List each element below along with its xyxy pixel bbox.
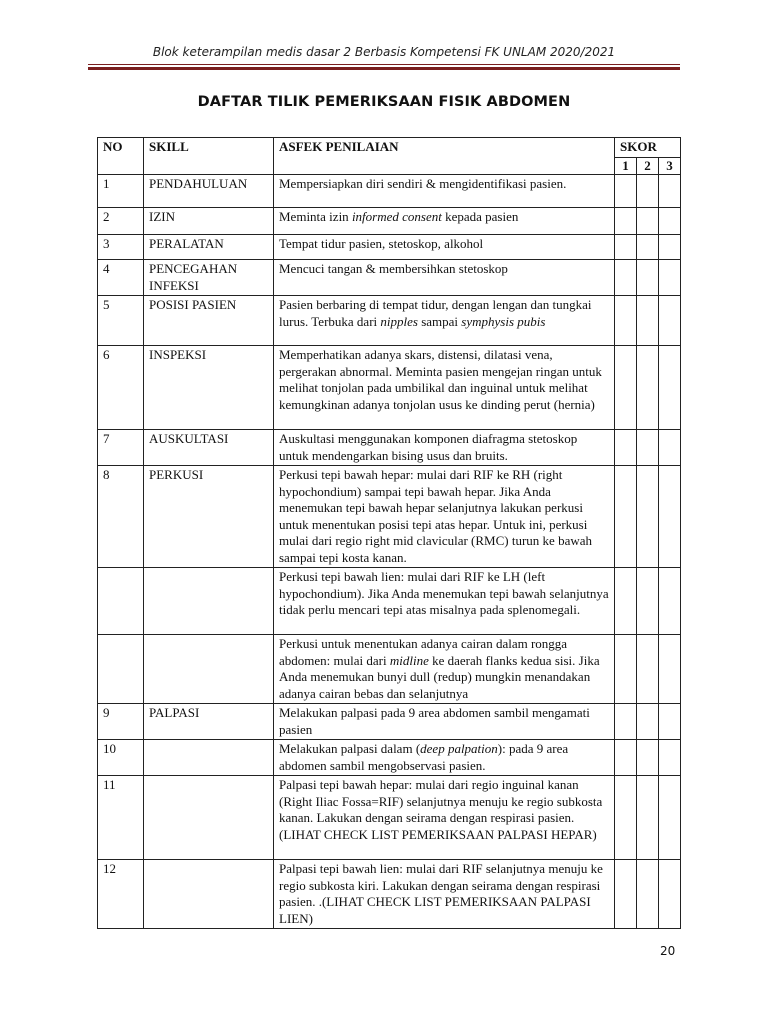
skill-name <box>144 740 274 776</box>
row-number <box>98 635 144 704</box>
score-cell-1[interactable] <box>615 208 637 235</box>
aspect-term-italic: nipples <box>380 313 418 329</box>
score-cell-2[interactable] <box>637 235 659 260</box>
assessment-aspect <box>274 568 615 635</box>
row-number: 9 <box>98 704 144 740</box>
score-cell-3[interactable] <box>659 208 681 235</box>
assessment-aspect <box>274 704 615 740</box>
assessment-aspect <box>274 346 615 430</box>
score-cell-3[interactable] <box>659 430 681 466</box>
column-header-aspect: ASFEK PENILAIAN <box>274 138 615 175</box>
score-cell-2[interactable] <box>637 776 659 860</box>
score-cell-2[interactable] <box>637 430 659 466</box>
score-cell-1[interactable] <box>615 704 637 740</box>
aspect-text: kepada pasien <box>441 209 519 224</box>
table-row <box>98 208 681 235</box>
score-cell-2[interactable] <box>637 466 659 568</box>
table-row <box>98 296 681 346</box>
table-row <box>98 704 681 740</box>
header-rule-thick <box>88 67 680 70</box>
aspect-text: Mempersiapkan diri sendiri & mengidentifikasi pasien. <box>279 176 567 191</box>
aspect-text: Melakukan palpasi pada 9 area abdomen sambil mengamati pasien <box>279 705 590 737</box>
score-cell-2[interactable] <box>637 208 659 235</box>
skill-name: PERALATAN <box>144 235 274 260</box>
score-cell-3[interactable] <box>659 260 681 296</box>
skill-name <box>144 776 274 860</box>
score-cell-1[interactable] <box>615 235 637 260</box>
score-cell-3[interactable] <box>659 704 681 740</box>
skill-name <box>144 635 274 704</box>
assessment-aspect <box>274 260 615 296</box>
table-row <box>98 740 681 776</box>
row-number: 6 <box>98 346 144 430</box>
assessment-aspect <box>274 776 615 860</box>
score-cell-1[interactable] <box>615 466 637 568</box>
score-cell-3[interactable] <box>659 296 681 346</box>
score-cell-1[interactable] <box>615 260 637 296</box>
skill-name <box>144 568 274 635</box>
row-number: 11 <box>98 776 144 860</box>
score-cell-1[interactable] <box>615 776 637 860</box>
score-cell-1[interactable] <box>615 430 637 466</box>
score-cell-2[interactable] <box>637 860 659 929</box>
table-row <box>98 568 681 635</box>
aspect-term-italic: deep palpation <box>420 741 498 756</box>
aspect-text: Palpasi tepi bawah lien: mulai dari RIF selanjutnya menuju ke regio subkosta kiri. Lakukan dengan seirama dengan respirasi pasien. .(LIHAT CHECK LIST PEMERIKSAAN PALPASI LIEN) <box>279 861 603 926</box>
score-cell-2[interactable] <box>637 704 659 740</box>
score-cell-1[interactable] <box>615 635 637 704</box>
page-number: 20 <box>660 944 676 958</box>
score-cell-1[interactable] <box>615 175 637 208</box>
skill-name: PENDAHULUAN <box>144 175 274 208</box>
aspect-text: Pasien berbaring di tempat tidur, dengan lengan dan tungkai lurus. Terbuka dari <box>279 297 592 329</box>
running-header: Blok keterampilan medis dasar 2 Berbasis Kompetensi FK UNLAM 2020/2021 <box>152 45 616 59</box>
aspect-text: Mencuci tangan & membersihkan stetoskop <box>279 261 508 276</box>
score-cell-1[interactable] <box>615 296 637 346</box>
skill-name: INSPEKSI <box>144 346 274 430</box>
aspect-text: Auskultasi menggunakan komponen diafragma stetoskop untuk mendengarkan bising usus dan bruits. <box>279 431 578 463</box>
aspect-term-italic: informed consent <box>351 209 442 224</box>
table-row <box>98 466 681 568</box>
skill-name: IZIN <box>144 208 274 235</box>
assessment-aspect <box>274 860 615 929</box>
table-row <box>98 175 681 208</box>
table-row <box>98 260 681 296</box>
score-cell-3[interactable] <box>659 740 681 776</box>
checklist-table <box>97 137 681 929</box>
score-cell-3[interactable] <box>659 568 681 635</box>
assessment-aspect <box>274 208 615 235</box>
aspect-term-italic: midline <box>389 652 429 668</box>
skill-name: AUSKULTASI <box>144 430 274 466</box>
table-row <box>98 235 681 260</box>
score-cell-2[interactable] <box>637 740 659 776</box>
aspect-term-italic: symphysis pubis <box>461 313 546 329</box>
score-cell-3[interactable] <box>659 776 681 860</box>
assessment-aspect <box>274 296 615 346</box>
score-cell-3[interactable] <box>659 860 681 929</box>
row-number: 12 <box>98 860 144 929</box>
score-header-3: 3 <box>659 157 681 175</box>
table-row <box>98 635 681 704</box>
score-cell-2[interactable] <box>637 260 659 296</box>
aspect-text: ): pada 9 area abdomen sambil mengobservasi pasien. <box>279 741 569 773</box>
score-cell-3[interactable] <box>659 175 681 208</box>
score-header-1: 1 <box>615 157 637 175</box>
column-header-score: SKOR <box>615 138 681 158</box>
column-header-no: NO <box>98 138 144 175</box>
skill-name <box>144 860 274 929</box>
aspect-text: Perkusi tepi bawah lien: mulai dari RIF ke LH (left hypochondium). Jika Anda menemukan tepi bawah selanjutnya tidak perlu mencari tepi atas misalnya pada splenomegali. <box>279 569 609 617</box>
aspect-text: sampai <box>417 313 462 329</box>
table-row <box>98 860 681 929</box>
header-rule-thin <box>88 64 680 65</box>
skill-name: PERKUSI <box>144 466 274 568</box>
table-row <box>98 430 681 466</box>
row-number <box>98 568 144 635</box>
aspect-text: Palpasi tepi bawah hepar: mulai dari regio inguinal kanan (Right Iliac Fossa=RIF) selanjutnya menuju ke regio subkosta kanan. Lakukan dengan seirama dengan respirasi pasien.(LIHAT CHECK LIST PEMERIKSAAN PALPASI HEPAR) <box>279 777 603 842</box>
assessment-aspect <box>274 235 615 260</box>
assessment-aspect <box>274 635 615 704</box>
score-cell-3[interactable] <box>659 466 681 568</box>
row-number: 1 <box>98 175 144 208</box>
skill-name: PALPASI <box>144 704 274 740</box>
column-header-skill: SKILL <box>144 138 274 175</box>
row-number: 10 <box>98 740 144 776</box>
score-cell-3[interactable] <box>659 635 681 704</box>
table-row <box>98 346 681 430</box>
assessment-aspect <box>274 466 615 568</box>
score-cell-1[interactable] <box>615 568 637 635</box>
row-number: 5 <box>98 296 144 346</box>
score-cell-2[interactable] <box>637 175 659 208</box>
skill-name: POSISI PASIEN <box>144 296 274 346</box>
aspect-text: Meminta izin <box>279 209 352 224</box>
row-number: 7 <box>98 430 144 466</box>
assessment-aspect <box>274 430 615 466</box>
aspect-text: Tempat tidur pasien, stetoskop, alkohol <box>279 236 484 251</box>
score-cell-1[interactable] <box>615 860 637 929</box>
aspect-text: Memperhatikan adanya skars, distensi, dilatasi vena, pergerakan abnormal. Meminta pasien mengejan ringan untuk melihat tonjolan pada umbilikal dan inguinal untuk melihat kemungkinan adanya tonjolan usus ke dinding perut (hernia) <box>279 347 602 412</box>
table-header-row <box>98 138 681 158</box>
score-cell-1[interactable] <box>615 740 637 776</box>
document-title: DAFTAR TILIK PEMERIKSAAN FISIK ABDOMEN <box>197 94 571 110</box>
assessment-aspect <box>274 175 615 208</box>
row-number: 4 <box>98 260 144 296</box>
table-row <box>98 776 681 860</box>
score-cell-1[interactable] <box>615 346 637 430</box>
score-cell-2[interactable] <box>637 635 659 704</box>
row-number: 8 <box>98 466 144 568</box>
aspect-text: Melakukan palpasi dalam ( <box>279 741 421 756</box>
aspect-text: Perkusi tepi bawah hepar: mulai dari RIF ke RH (right hypochondium) sampai tepi bawah hepar. Jika Anda menemukan tepi bawah hepar selanjutnya lakukan perkusi untuk menentukan posisi tepi atas hepar. Untuk ini, perkusi mulai dari regio right mid clavicular (RMC) turun ke bawah sampai tepi kosta kanan. <box>279 467 592 565</box>
score-cell-2[interactable] <box>637 346 659 430</box>
skill-name: PENCEGAHAN INFEKSI <box>144 260 274 296</box>
assessment-aspect <box>274 740 615 776</box>
aspect-text: Perkusi untuk menentukan adanya cairan dalam rongga abdomen: mulai dari <box>279 636 568 668</box>
score-header-2: 2 <box>637 157 659 175</box>
aspect-text: ke daerah flanks kedua sisi. Jika Anda menemukan bunyi dull (redup) mungkin menandakan adanya cairan bebas dan selanjutnya <box>279 652 600 701</box>
row-number: 2 <box>98 208 144 235</box>
score-cell-3[interactable] <box>659 346 681 430</box>
row-number: 3 <box>98 235 144 260</box>
score-cell-3[interactable] <box>659 235 681 260</box>
score-cell-2[interactable] <box>637 296 659 346</box>
score-cell-2[interactable] <box>637 568 659 635</box>
